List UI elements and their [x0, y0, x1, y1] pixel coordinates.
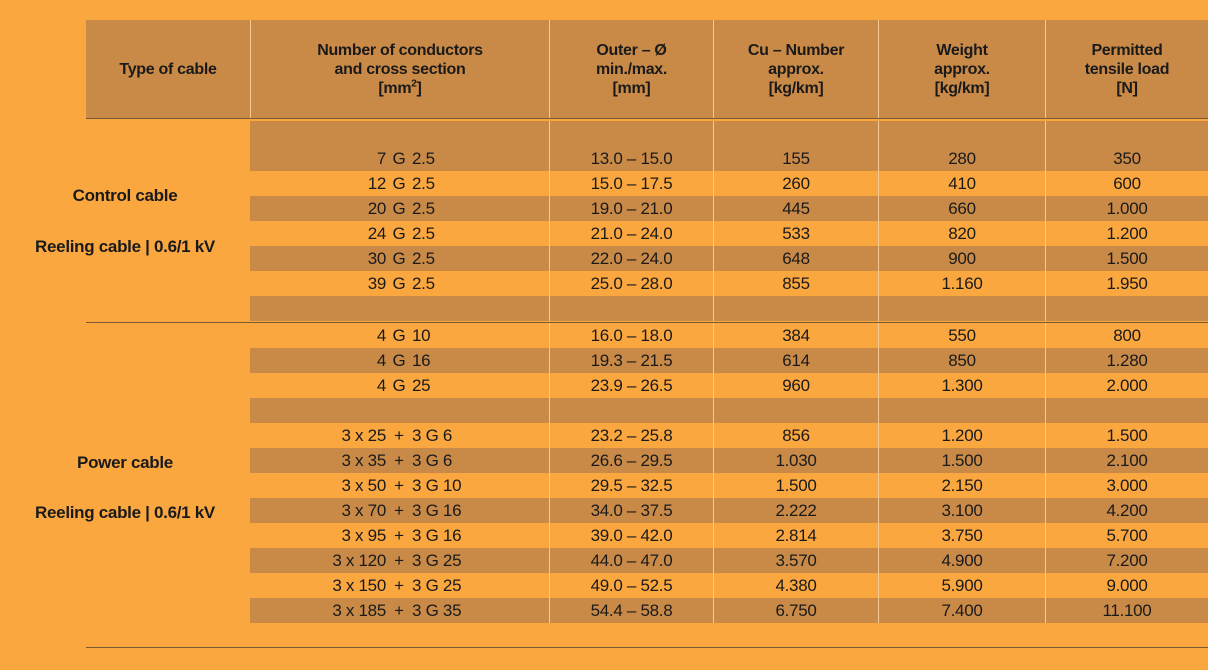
cu-number-cell: 648 — [713, 246, 878, 271]
cu-number-cell: 4.380 — [713, 573, 878, 598]
table-row — [250, 448, 1208, 473]
table-row — [250, 323, 1208, 348]
header-tensile-line3: [N] — [1116, 79, 1138, 97]
cross-section: 2.5 — [412, 149, 435, 168]
tensile-load-cell: 11.100 — [1045, 598, 1208, 623]
outer-diameter-cell: 29.5 – 32.5 — [549, 473, 713, 498]
weight-cell: 3.100 — [878, 498, 1045, 523]
conductors-cell — [250, 498, 549, 523]
weight-cell: 550 — [878, 323, 1045, 348]
conductors-cell — [250, 548, 549, 573]
table-row — [250, 373, 1208, 398]
conductors-cell — [250, 246, 549, 271]
control-cable-spec: Reeling cable | 0.6/1 kV — [35, 237, 215, 256]
cross-section: 25 — [412, 376, 431, 395]
outer-diameter-cell: 26.6 – 29.5 — [549, 448, 713, 473]
cu-number-cell: 3.570 — [713, 548, 878, 573]
header-weight-line1: Weight — [936, 41, 988, 59]
conductor-count: 4 — [376, 376, 386, 395]
outer-diameter-cell: 44.0 – 47.0 — [549, 548, 713, 573]
cell-indent — [250, 423, 316, 448]
conductor-count: 3 x 95 — [341, 526, 386, 545]
spacer-cell — [549, 398, 713, 423]
cu-number-cell: 960 — [713, 373, 878, 398]
header-weight-line2: approx. — [934, 60, 990, 78]
spacer-cell — [878, 296, 1045, 321]
table-row — [250, 171, 1208, 196]
cross-section: 16 — [412, 351, 431, 370]
tensile-load-cell: 3.000 — [1045, 473, 1208, 498]
header-tensile-load — [1045, 20, 1208, 118]
table-header — [86, 20, 1208, 118]
tensile-load-cell: 800 — [1045, 323, 1208, 348]
conductor-count: 3 x 25 — [341, 426, 386, 445]
cu-number-cell: 533 — [713, 221, 878, 246]
conductor-count: 3 x 70 — [341, 501, 386, 520]
header-outer-line1: Outer – Ø — [596, 41, 667, 59]
conductor-joiner: + — [394, 551, 404, 570]
conductor-joiner: G — [392, 326, 406, 345]
header-cu-line3: [kg/km] — [768, 79, 824, 97]
conductor-joiner: + — [394, 476, 404, 495]
conductors-cell — [250, 448, 549, 473]
outer-diameter-cell: 39.0 – 42.0 — [549, 523, 713, 548]
spacer-cell — [1045, 121, 1208, 146]
header-type-label: Type of cable — [119, 60, 217, 78]
cu-number-cell: 445 — [713, 196, 878, 221]
table-row — [250, 146, 1208, 171]
conductor-count: 20 — [367, 199, 386, 218]
header-divider — [86, 118, 1208, 119]
cell-indent — [250, 246, 352, 271]
tensile-load-cell: 7.200 — [1045, 548, 1208, 573]
tensile-load-cell: 9.000 — [1045, 573, 1208, 598]
header-tensile-line2: tensile load — [1084, 60, 1170, 78]
conductors-cell — [250, 473, 549, 498]
power-cable-spec: Reeling cable | 0.6/1 kV — [35, 503, 215, 522]
header-unit-close: ] — [416, 79, 422, 97]
tensile-load-cell: 2.100 — [1045, 448, 1208, 473]
tensile-load-cell: 350 — [1045, 146, 1208, 171]
cell-indent — [250, 348, 352, 373]
spacer-cell — [250, 398, 549, 423]
spacer-cell — [1045, 398, 1208, 423]
spacer-cell — [713, 121, 878, 146]
conductor-count: 3 x 50 — [341, 476, 386, 495]
conductor-joiner: + — [394, 501, 404, 520]
spacer-cell — [549, 296, 713, 321]
conductor-count: 24 — [367, 224, 386, 243]
spacer-cell — [250, 296, 549, 321]
conductor-joiner: G — [392, 199, 406, 218]
cu-number-cell: 1.500 — [713, 473, 878, 498]
table-row — [250, 246, 1208, 271]
spacer-row — [250, 296, 1208, 321]
conductors-cell — [250, 523, 549, 548]
conductors-cell — [250, 598, 549, 623]
conductor-count: 7 — [376, 149, 386, 168]
conductor-count: 3 x 35 — [341, 451, 386, 470]
conductors-cell — [250, 348, 549, 373]
cu-number-cell: 856 — [713, 423, 878, 448]
cell-indent — [250, 523, 316, 548]
cell-indent — [250, 498, 316, 523]
conductors-cell — [250, 196, 549, 221]
header-tensile-line1: Permitted — [1091, 41, 1163, 59]
weight-cell: 4.900 — [878, 548, 1045, 573]
table-row — [250, 221, 1208, 246]
conductor-count: 30 — [367, 249, 386, 268]
conductors-cell — [250, 171, 549, 196]
header-weight — [878, 20, 1045, 118]
cu-number-cell: 2.222 — [713, 498, 878, 523]
tensile-load-cell: 1.200 — [1045, 221, 1208, 246]
cell-indent — [250, 473, 316, 498]
conductors-cell — [250, 271, 549, 296]
header-conductors-line1: Number of conductors — [317, 41, 483, 59]
header-cu-line1: Cu – Number — [747, 41, 845, 59]
cell-indent — [250, 598, 316, 623]
outer-diameter-cell: 16.0 – 18.0 — [549, 323, 713, 348]
conductor-joiner: + — [394, 526, 404, 545]
cross-section: 2.5 — [412, 224, 435, 243]
tensile-load-cell: 1.280 — [1045, 348, 1208, 373]
weight-cell: 850 — [878, 348, 1045, 373]
weight-cell: 410 — [878, 171, 1045, 196]
outer-diameter-cell: 25.0 – 28.0 — [549, 271, 713, 296]
weight-cell: 900 — [878, 246, 1045, 271]
spacer-cell — [713, 296, 878, 321]
conductor-joiner: + — [394, 601, 404, 620]
spacer-row — [250, 121, 1208, 146]
outer-diameter-cell: 13.0 – 15.0 — [549, 146, 713, 171]
conductor-count: 3 x 185 — [332, 601, 386, 620]
spacer-cell — [250, 121, 549, 146]
tensile-load-cell: 1.500 — [1045, 246, 1208, 271]
conductor-joiner: + — [394, 451, 404, 470]
cu-number-cell: 855 — [713, 271, 878, 296]
cross-section: 3 G 6 — [412, 426, 453, 445]
outer-diameter-cell: 19.0 – 21.0 — [549, 196, 713, 221]
cell-indent — [250, 448, 316, 473]
conductors-cell — [250, 373, 549, 398]
cu-number-cell: 614 — [713, 348, 878, 373]
table-row — [250, 196, 1208, 221]
cu-number-cell: 2.814 — [713, 523, 878, 548]
weight-cell: 1.500 — [878, 448, 1045, 473]
tensile-load-cell: 2.000 — [1045, 373, 1208, 398]
outer-diameter-cell: 23.2 – 25.8 — [549, 423, 713, 448]
weight-cell: 280 — [878, 146, 1045, 171]
cu-number-cell: 260 — [713, 171, 878, 196]
spacer-cell — [549, 121, 713, 146]
weight-cell: 1.160 — [878, 271, 1045, 296]
spacer-row — [250, 398, 1208, 423]
conductor-joiner: G — [392, 274, 406, 293]
control-cable-label: Control cable — [72, 186, 178, 205]
conductor-joiner: G — [392, 351, 406, 370]
cross-section: 3 G 6 — [412, 451, 453, 470]
weight-cell: 2.150 — [878, 473, 1045, 498]
weight-cell: 3.750 — [878, 523, 1045, 548]
weight-cell: 1.300 — [878, 373, 1045, 398]
spacer-cell — [878, 398, 1045, 423]
cross-section: 2.5 — [412, 249, 435, 268]
outer-diameter-cell: 49.0 – 52.5 — [549, 573, 713, 598]
conductor-count: 12 — [367, 174, 386, 193]
header-conductors-line3 — [317, 79, 483, 98]
header-conductors-line2: and cross section — [334, 60, 466, 78]
conductors-cell — [250, 146, 549, 171]
outer-diameter-cell: 23.9 – 26.5 — [549, 373, 713, 398]
cu-number-cell: 384 — [713, 323, 878, 348]
table-row — [250, 573, 1208, 598]
tensile-load-cell: 1.950 — [1045, 271, 1208, 296]
cross-section: 3 G 10 — [412, 476, 462, 495]
conductors-cell — [250, 573, 549, 598]
conductor-joiner: + — [394, 576, 404, 595]
weight-cell: 820 — [878, 221, 1045, 246]
cross-section: 3 G 16 — [412, 501, 462, 520]
cross-section: 3 G 25 — [412, 551, 462, 570]
spacer-cell — [878, 121, 1045, 146]
header-type-of-cable — [86, 20, 250, 118]
spacer-cell — [1045, 296, 1208, 321]
header-unit-mm: [mm — [378, 79, 412, 97]
outer-diameter-cell: 19.3 – 21.5 — [549, 348, 713, 373]
conductors-cell — [250, 423, 549, 448]
outer-diameter-cell: 34.0 – 37.5 — [549, 498, 713, 523]
tensile-load-cell: 5.700 — [1045, 523, 1208, 548]
table-bottom-rule — [86, 647, 1208, 648]
weight-cell: 7.400 — [878, 598, 1045, 623]
cell-indent — [250, 146, 352, 171]
conductor-count: 3 x 120 — [332, 551, 386, 570]
outer-diameter-cell: 22.0 – 24.0 — [549, 246, 713, 271]
header-cu-number — [713, 20, 878, 118]
outer-diameter-cell: 54.4 – 58.8 — [549, 598, 713, 623]
table-row — [250, 498, 1208, 523]
cell-indent — [250, 196, 352, 221]
header-cu-line2: approx. — [768, 60, 824, 78]
conductor-joiner: + — [394, 426, 404, 445]
cross-section: 2.5 — [412, 174, 435, 193]
cell-indent — [250, 373, 352, 398]
cell-indent — [250, 271, 352, 296]
conductor-count: 39 — [367, 274, 386, 293]
cu-number-cell: 1.030 — [713, 448, 878, 473]
table-row — [250, 548, 1208, 573]
conductors-cell — [250, 221, 549, 246]
table-row — [250, 348, 1208, 373]
cross-section: 3 G 25 — [412, 576, 462, 595]
conductor-joiner: G — [392, 224, 406, 243]
weight-cell: 5.900 — [878, 573, 1045, 598]
tensile-load-cell: 1.000 — [1045, 196, 1208, 221]
weight-cell: 660 — [878, 196, 1045, 221]
cross-section: 2.5 — [412, 274, 435, 293]
header-outer-line3: [mm] — [612, 79, 651, 97]
tensile-load-cell: 1.500 — [1045, 423, 1208, 448]
cell-indent — [250, 573, 316, 598]
tensile-load-cell: 4.200 — [1045, 498, 1208, 523]
conductors-cell — [250, 323, 549, 348]
table-row — [250, 423, 1208, 448]
conductor-joiner: G — [392, 249, 406, 268]
header-outer-diameter — [549, 20, 713, 118]
cu-number-cell: 6.750 — [713, 598, 878, 623]
cross-section: 3 G 35 — [412, 601, 462, 620]
table-row — [250, 271, 1208, 296]
header-weight-line3: [kg/km] — [934, 79, 990, 97]
conductor-joiner: G — [392, 149, 406, 168]
conductor-count: 3 x 150 — [332, 576, 386, 595]
spacer-cell — [713, 398, 878, 423]
conductor-count: 4 — [376, 351, 386, 370]
power-cable-label: Power cable — [77, 453, 173, 472]
table-row — [250, 523, 1208, 548]
table-row — [250, 473, 1208, 498]
conductor-joiner: G — [392, 174, 406, 193]
header-conductors — [250, 20, 549, 118]
cross-section: 10 — [412, 326, 431, 345]
tensile-load-cell: 600 — [1045, 171, 1208, 196]
outer-diameter-cell: 21.0 – 24.0 — [549, 221, 713, 246]
conductor-joiner: G — [392, 376, 406, 395]
cell-indent — [250, 221, 352, 246]
header-unit-sup: 2 — [411, 78, 417, 90]
cell-indent — [250, 171, 352, 196]
table-row — [250, 598, 1208, 623]
cell-indent — [250, 323, 352, 348]
cell-indent — [250, 548, 316, 573]
weight-cell: 1.200 — [878, 423, 1045, 448]
outer-diameter-cell: 15.0 – 17.5 — [549, 171, 713, 196]
conductor-count: 4 — [376, 326, 386, 345]
header-outer-line2: min./max. — [595, 60, 668, 78]
cu-number-cell: 155 — [713, 146, 878, 171]
cross-section: 2.5 — [412, 199, 435, 218]
cross-section: 3 G 16 — [412, 526, 462, 545]
